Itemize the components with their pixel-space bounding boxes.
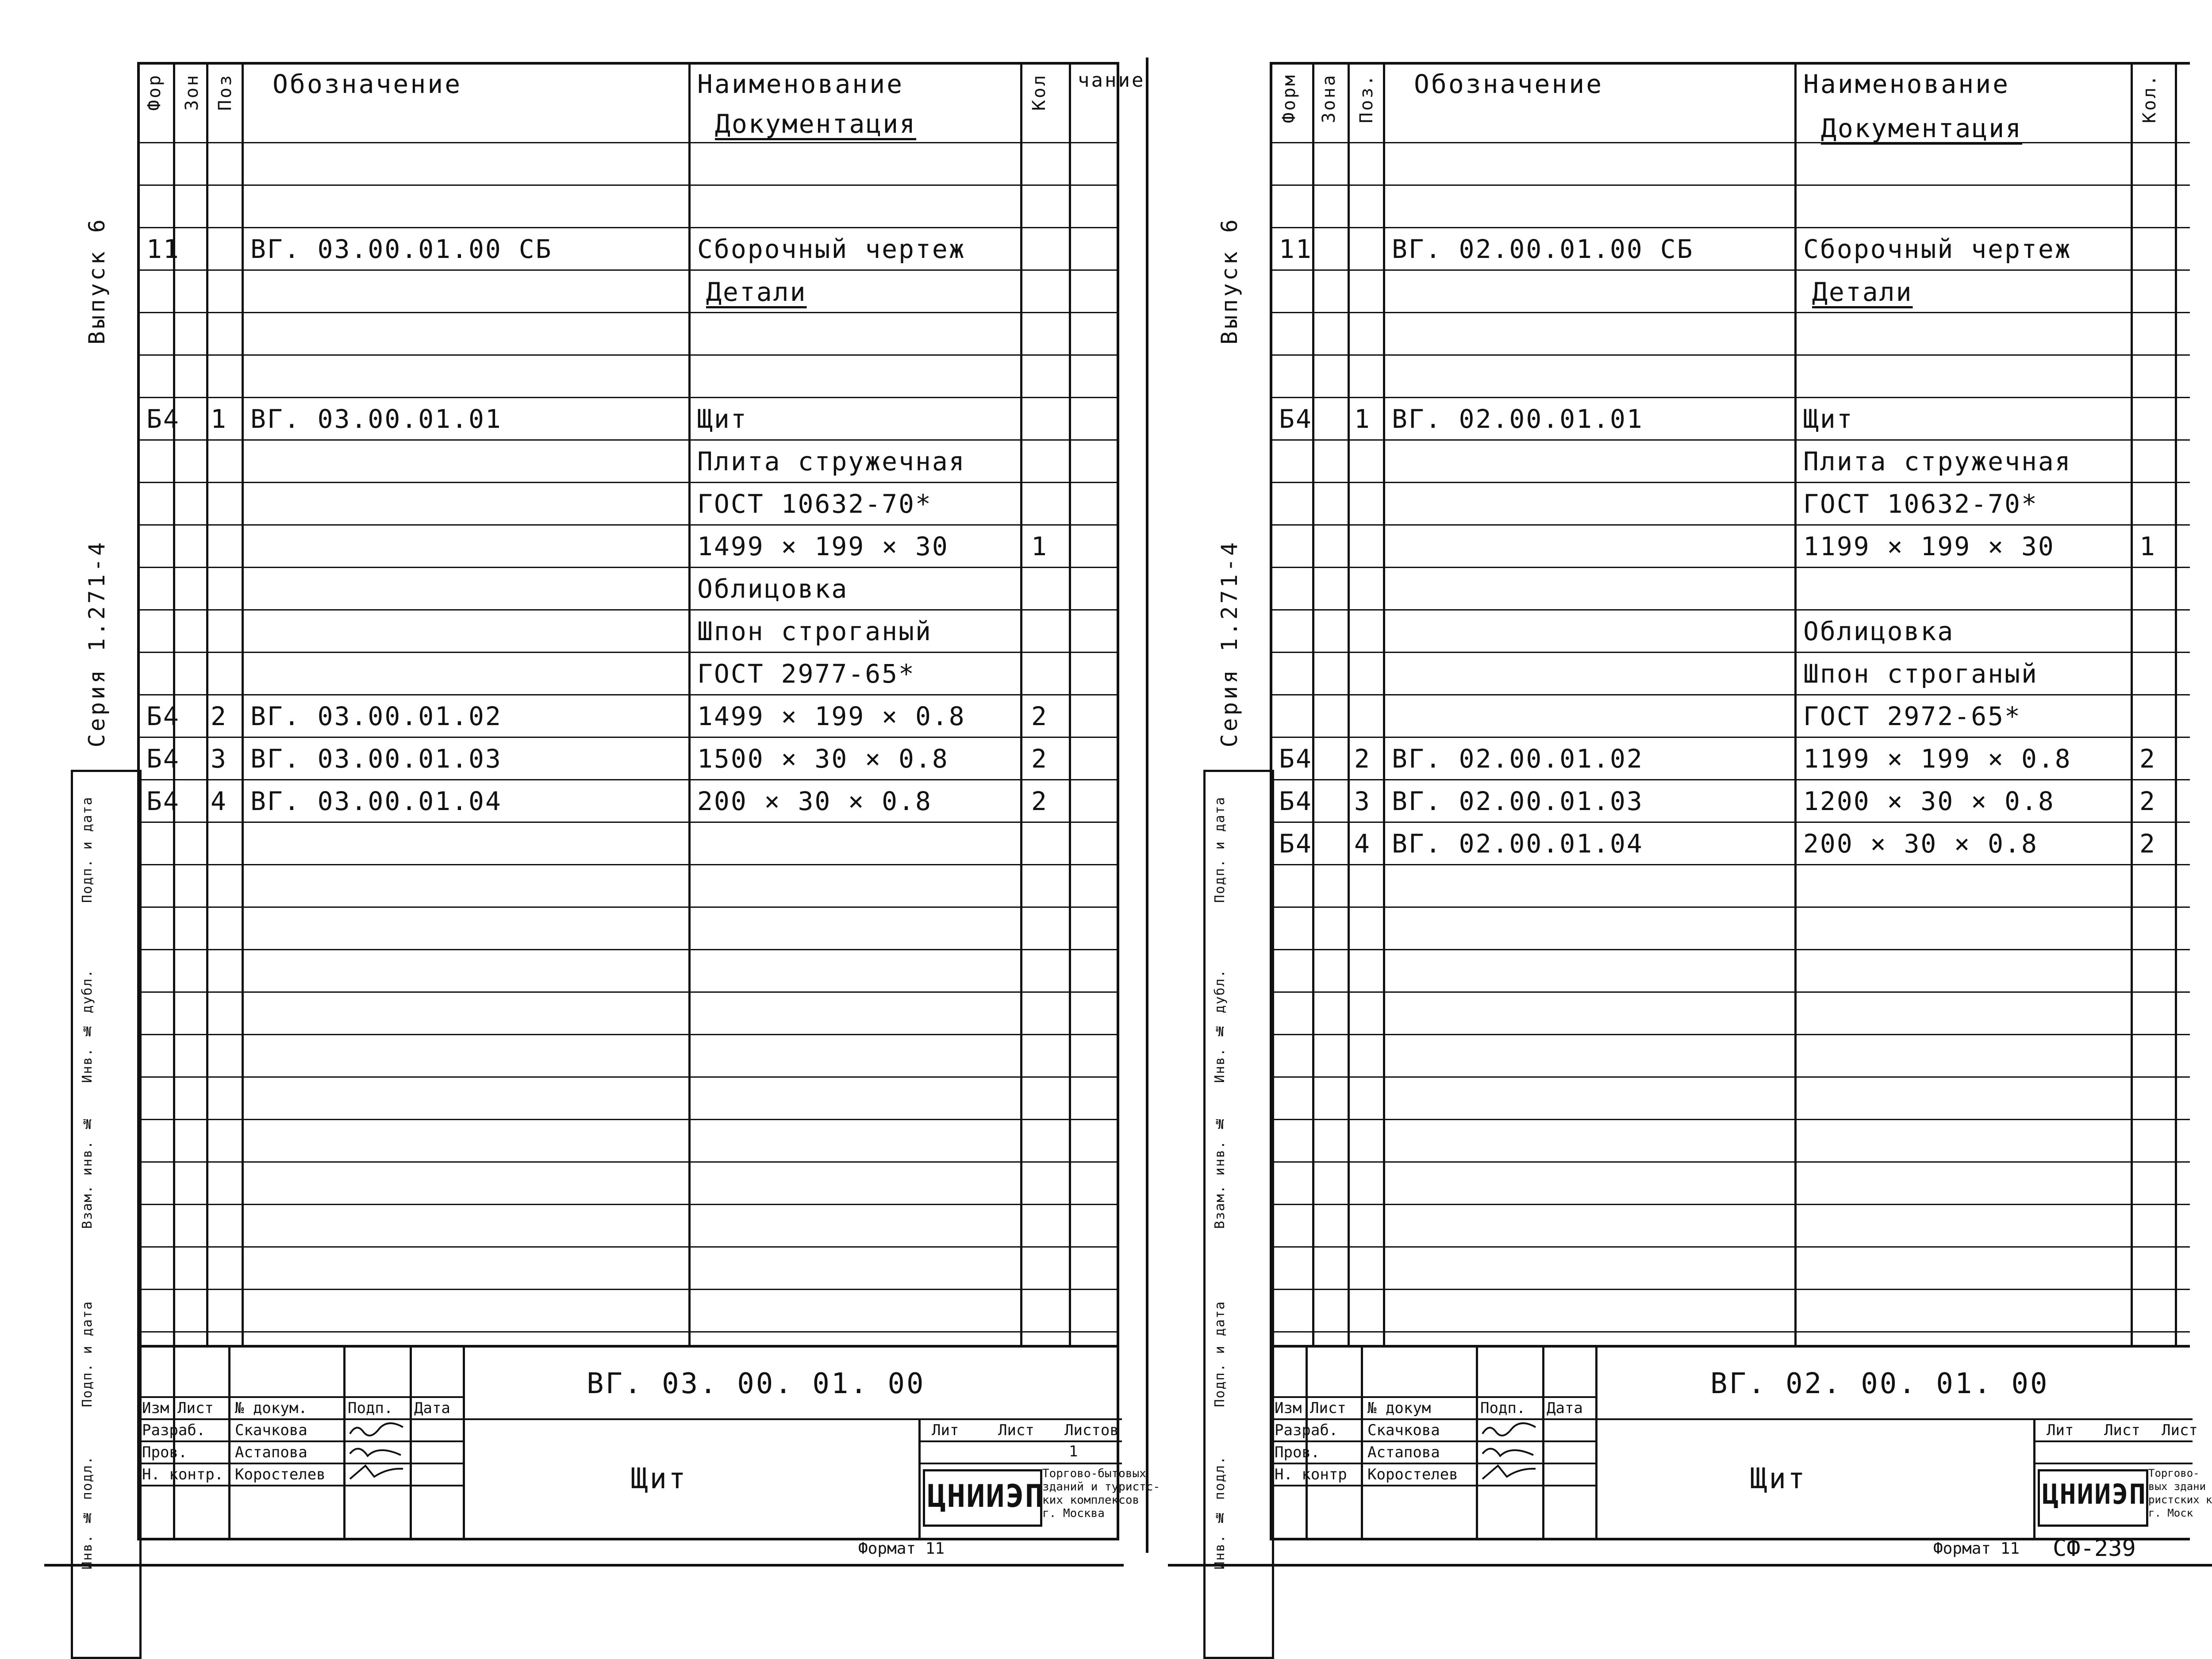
stamp-col-head: № докум [1367, 1399, 1431, 1417]
margin-box-label: Подп. и дата [80, 1301, 95, 1407]
row-pos: 1 [211, 404, 227, 434]
stamp-col-head: Изм [142, 1399, 169, 1417]
stamp-sheets-value: 1 [1069, 1443, 1078, 1460]
row-pos: 4 [211, 786, 227, 816]
row-designation: ВГ. 03.00.01.00 СБ [250, 234, 553, 264]
row-qty: 2 [2139, 744, 2156, 774]
row-name: ГОСТ 2977-65* [697, 659, 915, 689]
row-designation: ВГ. 02.00.01.03 [1392, 786, 1644, 816]
col-header-pos: Поз [215, 73, 235, 111]
org-text: Торгово-бытовых [1042, 1467, 1146, 1480]
row-designation: ВГ. 03.00.01.01 [250, 404, 502, 434]
title-block [1270, 1345, 2212, 1540]
row-name: Сборочный чертеж [697, 234, 966, 264]
issue-label: Выпуск 6 [84, 217, 110, 345]
row-pos: 4 [1354, 829, 1371, 859]
baseline-left [44, 1564, 1124, 1567]
margin-box-label: Взам. инв. № [80, 1115, 95, 1229]
row-name: 200 × 30 × 0.8 [697, 786, 932, 816]
sheet-divider [1146, 58, 1148, 1553]
row-format: Б4 [1279, 744, 1313, 774]
col-header-designation: Обозначение [273, 69, 462, 99]
stamp-person: Коростелев [1367, 1466, 1458, 1483]
row-qty: 2 [2139, 786, 2156, 816]
row-name: Плита стружечная [1803, 446, 2072, 476]
row-name: 1199 × 199 × 30 [1803, 531, 2055, 561]
row-pos: 2 [211, 701, 227, 731]
stamp-col-head: Дата [1547, 1399, 1583, 1417]
side-margin [71, 62, 137, 1570]
row-qty: 2 [1031, 701, 1048, 731]
row-pos: 1 [1354, 404, 1371, 434]
stamp-lit: Лит [2047, 1421, 2074, 1439]
stamp-col-head: Дата [414, 1399, 450, 1417]
row-name: Шпон строганый [697, 616, 932, 646]
stamp-code: ВГ. 03. 00. 01. 00 [587, 1367, 926, 1400]
side-margin [1203, 62, 1270, 1570]
signature-icon [348, 1463, 405, 1481]
stamp-col-head: Изм [1275, 1399, 1302, 1417]
signature-icon [348, 1443, 405, 1460]
col-header-qty: Кол. [2139, 73, 2160, 123]
signature-icon [1480, 1463, 1538, 1481]
spec-table [137, 62, 1145, 1348]
format-label: Формат 11 [1933, 1540, 2020, 1558]
signature-icon [1480, 1443, 1538, 1460]
stamp-sheets: Лист [2162, 1421, 2198, 1439]
row-name: Щит [697, 404, 748, 434]
row-name: Плита стружечная [697, 446, 966, 476]
section-details: Детали [1812, 277, 1913, 307]
org-text: ристских к [2148, 1494, 2212, 1506]
row-name: ГОСТ 10632-70* [1803, 489, 2038, 519]
row-qty: 1 [1031, 531, 1048, 561]
row-designation: ВГ. 02.00.01.02 [1392, 744, 1644, 774]
section-details: Детали [706, 277, 807, 307]
issue-label: Выпуск 6 [1217, 217, 1242, 345]
section-documentation: Документация [1821, 113, 2023, 143]
row-designation: ВГ. 02.00.01.01 [1392, 404, 1644, 434]
row-name: Облицовка [1803, 616, 1955, 646]
stamp-role: Разраб. [142, 1421, 206, 1439]
stamp-code: ВГ. 02. 00. 01. 00 [1710, 1367, 2049, 1400]
row-name: 1200 × 30 × 0.8 [1803, 786, 2055, 816]
col-header-note: чание [1078, 69, 1145, 92]
margin-box-label: Инв. № дубл. [80, 969, 95, 1083]
row-name: 200 × 30 × 0.8 [1803, 829, 2038, 859]
row-name: Сборочный чертеж [1803, 234, 2072, 264]
row-name: Облицовка [697, 574, 849, 604]
series-label: Серия 1.271-4 [84, 540, 110, 748]
format-label: Формат 11 [858, 1540, 945, 1558]
stamp-sheets: Листов [1064, 1421, 1119, 1439]
row-qty: 2 [1031, 744, 1048, 774]
row-format: Б4 [146, 404, 180, 434]
stamp-role: Пров. [1275, 1444, 1320, 1461]
spec-table [1270, 62, 2190, 1348]
row-name: 1199 × 199 × 0.8 [1803, 744, 2072, 774]
row-format: Б4 [146, 701, 180, 731]
org-logo-text: ЦНИИЭП [927, 1478, 1045, 1514]
org-logo-text: ЦНИИЭП [2042, 1478, 2147, 1510]
margin-box-label: Подп. и дата [1212, 796, 1228, 903]
section-documentation: Документация [715, 109, 917, 139]
row-designation: ВГ. 02.00.01.04 [1392, 829, 1644, 859]
row-qty: 1 [2139, 531, 2156, 561]
col-header-name: Наименование [1803, 69, 2010, 99]
row-format: Б4 [1279, 829, 1313, 859]
row-format: 11 [146, 234, 180, 264]
stamp-role: Н. контр [1275, 1466, 1347, 1483]
margin-box-label: Подп. и дата [80, 796, 95, 903]
row-designation: ВГ. 03.00.01.02 [250, 701, 502, 731]
row-designation: ВГ. 03.00.01.03 [250, 744, 502, 774]
row-format: 11 [1279, 234, 1313, 264]
stamp-col-head: Подп. [348, 1399, 393, 1417]
col-header-designation: Обозначение [1414, 69, 1604, 99]
org-text: г. Моск [2148, 1507, 2193, 1519]
stamp-role: Разраб. [1275, 1421, 1338, 1439]
row-name: 1500 × 30 × 0.8 [697, 744, 949, 774]
col-header-format: Фор [144, 73, 165, 111]
stamp-person: Скачкова [235, 1421, 307, 1439]
col-header-name: Наименование [697, 69, 904, 99]
title-block [137, 1345, 1160, 1540]
org-text: г. Москва [1042, 1507, 1105, 1520]
row-format: Б4 [146, 744, 180, 774]
row-qty: 2 [2139, 829, 2156, 859]
org-text: Торгово- [2148, 1467, 2200, 1479]
stamp-sheet: Лист [998, 1421, 1034, 1439]
stamp-role: Н. контр. [142, 1466, 224, 1483]
org-text: ких комплексов [1042, 1494, 1140, 1507]
spec-sheet-left [71, 62, 1160, 1570]
margin-box-label: Инв. № подл. [1212, 1455, 1228, 1570]
stamp-title: Щит [631, 1463, 687, 1495]
row-name: ГОСТ 2972-65* [1803, 701, 2021, 731]
stamp-sheet: Лист [2104, 1421, 2140, 1439]
row-name: ГОСТ 10632-70* [697, 489, 932, 519]
row-designation: ВГ. 02.00.01.00 СБ [1392, 234, 1694, 264]
col-header-zone: Зон [182, 73, 202, 111]
row-name: 1499 × 199 × 30 [697, 531, 949, 561]
stamp-title: Щит [1750, 1463, 1807, 1495]
org-text: вых здани [2148, 1480, 2206, 1493]
baseline-right [1168, 1564, 2212, 1567]
stamp-col-head: Подп. [1480, 1399, 1526, 1417]
row-designation: ВГ. 03.00.01.04 [250, 786, 502, 816]
row-name: 1499 × 199 × 0.8 [697, 701, 966, 731]
row-name: Щит [1803, 404, 1854, 434]
row-format: Б4 [1279, 786, 1313, 816]
col-header-zone: Зона [1319, 73, 1339, 123]
series-label: Серия 1.271-4 [1217, 540, 1242, 748]
col-header-qty: Кол [1029, 73, 1049, 111]
stamp-lit: Лит [932, 1421, 959, 1439]
stamp-person: Коростелев [235, 1466, 326, 1483]
row-name: Шпон строганый [1803, 659, 2038, 689]
row-pos: 3 [211, 744, 227, 774]
signature-icon [348, 1421, 405, 1438]
stamp-role: Пров. [142, 1444, 188, 1461]
stamp-col-head: Лист [177, 1399, 214, 1417]
row-format: Б4 [146, 786, 180, 816]
row-qty: 2 [1031, 786, 1048, 816]
col-header-pos: Поз. [1356, 73, 1377, 123]
stamp-col-head: № докум. [235, 1399, 307, 1417]
stamp-person: Астапова [1367, 1444, 1440, 1461]
margin-box-label: Инв. № подл. [80, 1455, 95, 1570]
row-format: Б4 [1279, 404, 1313, 434]
org-text: зданий и туристс- [1042, 1480, 1160, 1494]
stamp-person: Астапова [235, 1444, 307, 1461]
signature-icon [1480, 1421, 1538, 1438]
row-pos: 2 [1354, 744, 1371, 774]
spec-sheet-right [1203, 62, 2212, 1570]
margin-box-label: Подп. и дата [1212, 1301, 1228, 1407]
sheet-code: СФ-239 [2053, 1535, 2136, 1562]
row-pos: 3 [1354, 786, 1371, 816]
margin-box-label: Инв. № дубл. [1212, 969, 1228, 1083]
col-header-format: Форм [1279, 73, 1299, 123]
stamp-person: Скачкова [1367, 1421, 1440, 1439]
margin-box-label: Взам. инв. № [1212, 1115, 1228, 1229]
stamp-col-head: Лист [1310, 1399, 1346, 1417]
